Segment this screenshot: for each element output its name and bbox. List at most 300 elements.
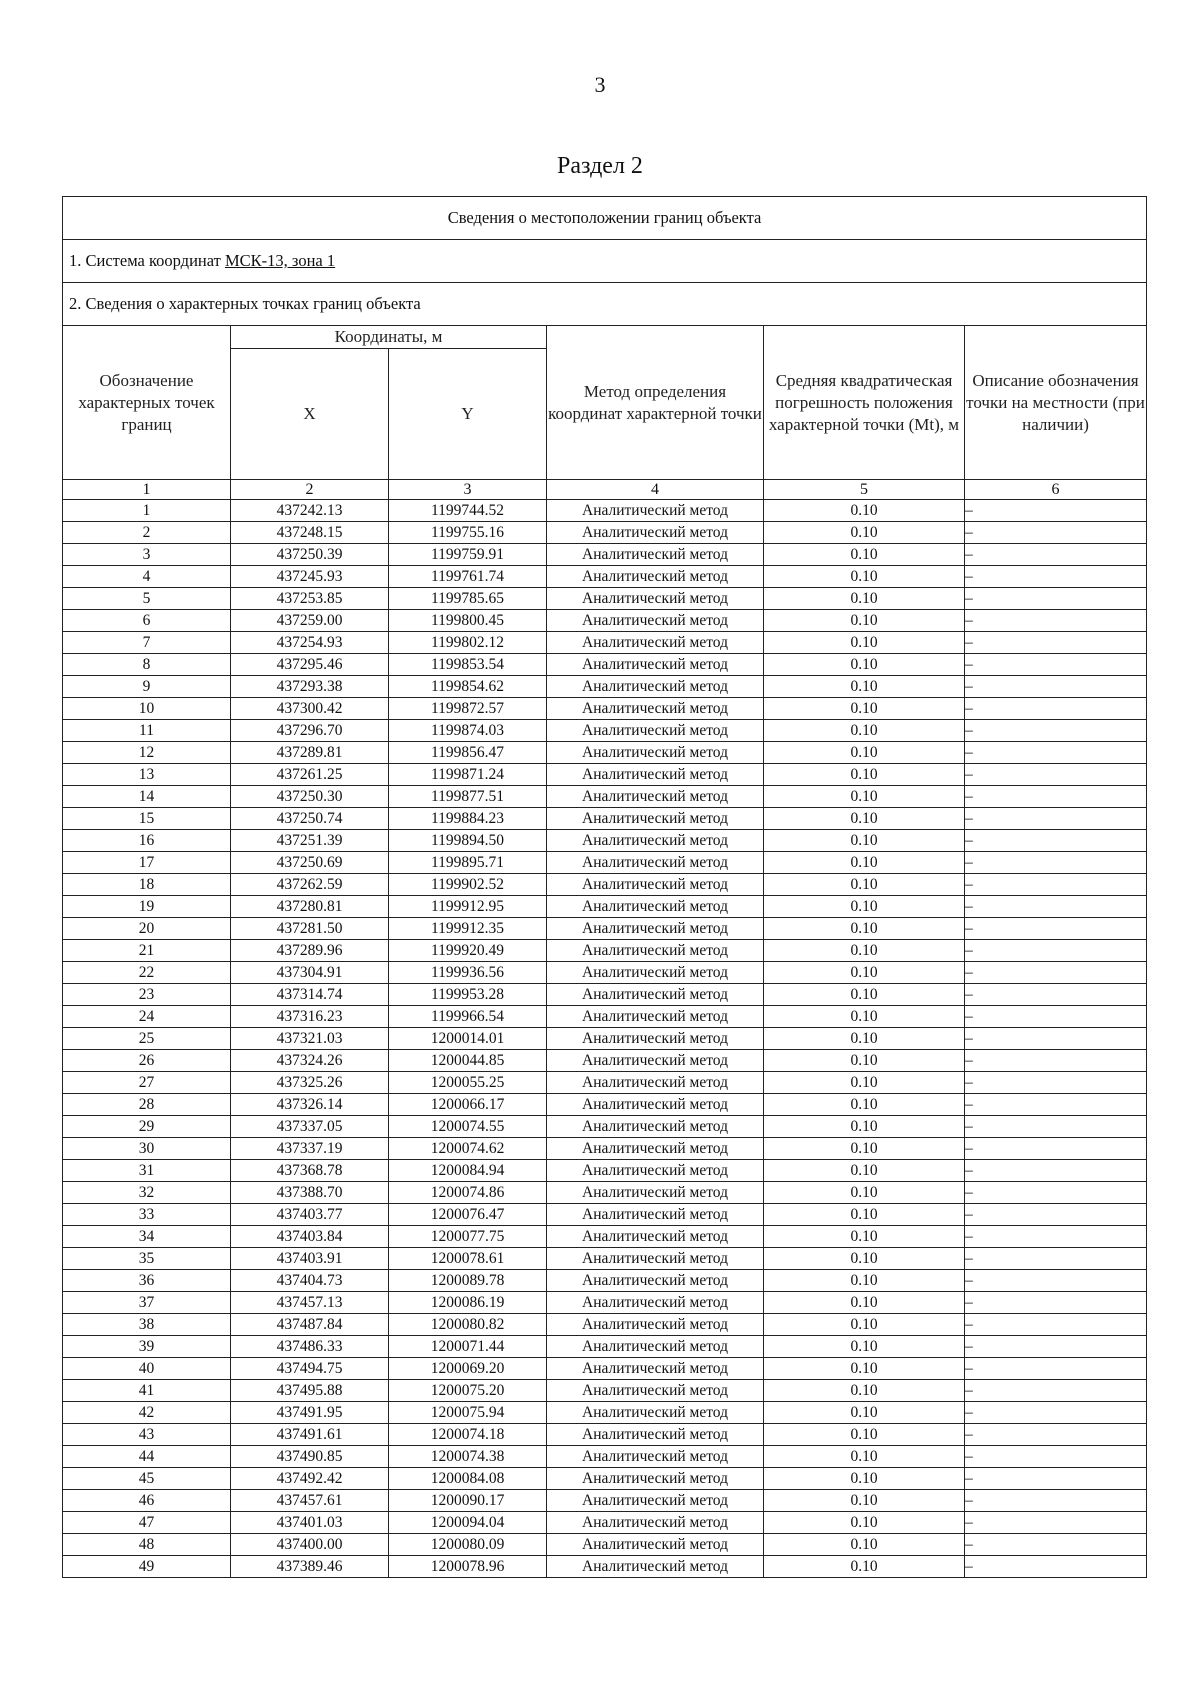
table-row	[63, 852, 1147, 874]
x-coordinate-cell: 437490.85	[231, 1446, 389, 1468]
header-method: Метод определения координат характерной точки	[547, 326, 764, 480]
table-row	[63, 1336, 1147, 1358]
point-number-cell: 27	[63, 1072, 231, 1094]
coord-system-row	[63, 240, 1147, 283]
table-row	[63, 918, 1147, 940]
y-coordinate-cell: 1200055.25	[389, 1072, 547, 1094]
table-row	[63, 1358, 1147, 1380]
table-row	[63, 1292, 1147, 1314]
y-coordinate-cell: 1200075.20	[389, 1380, 547, 1402]
accuracy-cell: 0.10	[764, 1116, 965, 1138]
method-cell: Аналитический метод	[547, 500, 764, 522]
description-cell: –	[965, 1050, 1147, 1072]
y-coordinate-cell: 1200094.04	[389, 1512, 547, 1534]
accuracy-cell: 0.10	[764, 1050, 965, 1072]
point-number-cell: 20	[63, 918, 231, 940]
table-row	[63, 830, 1147, 852]
coord-system-label: 1. Система координат	[69, 251, 225, 270]
table-title: Сведения о местоположении границ объекта	[63, 197, 1147, 240]
y-coordinate-cell: 1199874.03	[389, 720, 547, 742]
table-row	[63, 742, 1147, 764]
x-coordinate-cell: 437457.61	[231, 1490, 389, 1512]
accuracy-cell: 0.10	[764, 1446, 965, 1468]
y-coordinate-cell: 1200066.17	[389, 1094, 547, 1116]
description-cell: –	[965, 522, 1147, 544]
table-row	[63, 588, 1147, 610]
method-cell: Аналитический метод	[547, 1424, 764, 1446]
point-number-cell: 6	[63, 610, 231, 632]
point-number-cell: 26	[63, 1050, 231, 1072]
method-cell: Аналитический метод	[547, 830, 764, 852]
table-row	[63, 1006, 1147, 1028]
method-cell: Аналитический метод	[547, 720, 764, 742]
x-coordinate-cell: 437251.39	[231, 830, 389, 852]
accuracy-cell: 0.10	[764, 500, 965, 522]
accuracy-cell: 0.10	[764, 742, 965, 764]
table-row	[63, 676, 1147, 698]
method-cell: Аналитический метод	[547, 1490, 764, 1512]
accuracy-cell: 0.10	[764, 1138, 965, 1160]
table-row	[63, 1534, 1147, 1556]
y-coordinate-cell: 1200044.85	[389, 1050, 547, 1072]
header-x: X	[231, 349, 389, 480]
accuracy-cell: 0.10	[764, 808, 965, 830]
point-number-cell: 13	[63, 764, 231, 786]
accuracy-cell: 0.10	[764, 1402, 965, 1424]
description-cell: –	[965, 1490, 1147, 1512]
accuracy-cell: 0.10	[764, 1424, 965, 1446]
method-cell: Аналитический метод	[547, 610, 764, 632]
header-row	[63, 326, 1147, 349]
method-cell: Аналитический метод	[547, 654, 764, 676]
y-coordinate-cell: 1200084.08	[389, 1468, 547, 1490]
table-row	[63, 1468, 1147, 1490]
description-cell: –	[965, 1028, 1147, 1050]
description-cell: –	[965, 1424, 1147, 1446]
point-number-cell: 46	[63, 1490, 231, 1512]
x-coordinate-cell: 437325.26	[231, 1072, 389, 1094]
table-row	[63, 1116, 1147, 1138]
table-row	[63, 500, 1147, 522]
method-cell: Аналитический метод	[547, 984, 764, 1006]
x-coordinate-cell: 437316.23	[231, 1006, 389, 1028]
accuracy-cell: 0.10	[764, 1358, 965, 1380]
method-cell: Аналитический метод	[547, 962, 764, 984]
accuracy-cell: 0.10	[764, 1182, 965, 1204]
y-coordinate-cell: 1199920.49	[389, 940, 547, 962]
table-row	[63, 808, 1147, 830]
accuracy-cell: 0.10	[764, 1072, 965, 1094]
header-accuracy: Средняя квадратическая погрешность положения характерной точки (Mt), м	[764, 326, 965, 480]
x-coordinate-cell: 437403.84	[231, 1226, 389, 1248]
description-cell: –	[965, 830, 1147, 852]
description-cell: –	[965, 698, 1147, 720]
y-coordinate-cell: 1200086.19	[389, 1292, 547, 1314]
point-number-cell: 36	[63, 1270, 231, 1292]
x-coordinate-cell: 437457.13	[231, 1292, 389, 1314]
description-cell: –	[965, 1446, 1147, 1468]
description-cell: –	[965, 610, 1147, 632]
accuracy-cell: 0.10	[764, 544, 965, 566]
point-number-cell: 18	[63, 874, 231, 896]
y-coordinate-cell: 1199936.56	[389, 962, 547, 984]
method-cell: Аналитический метод	[547, 918, 764, 940]
y-coordinate-cell: 1199912.95	[389, 896, 547, 918]
y-coordinate-cell: 1199759.91	[389, 544, 547, 566]
table-row	[63, 720, 1147, 742]
y-coordinate-cell: 1200077.75	[389, 1226, 547, 1248]
description-cell: –	[965, 918, 1147, 940]
x-coordinate-cell: 437281.50	[231, 918, 389, 940]
accuracy-cell: 0.10	[764, 786, 965, 808]
y-coordinate-cell: 1199871.24	[389, 764, 547, 786]
description-cell: –	[965, 1182, 1147, 1204]
description-cell: –	[965, 1138, 1147, 1160]
method-cell: Аналитический метод	[547, 566, 764, 588]
method-cell: Аналитический метод	[547, 896, 764, 918]
point-number-cell: 21	[63, 940, 231, 962]
section-title: Раздел 2	[557, 153, 643, 179]
table-row	[63, 566, 1147, 588]
y-coordinate-cell: 1200074.38	[389, 1446, 547, 1468]
point-number-cell: 9	[63, 676, 231, 698]
description-cell: –	[965, 566, 1147, 588]
point-number-cell: 2	[63, 522, 231, 544]
description-cell: –	[965, 654, 1147, 676]
table-row	[63, 1314, 1147, 1336]
point-number-cell: 30	[63, 1138, 231, 1160]
x-coordinate-cell: 437400.00	[231, 1534, 389, 1556]
description-cell: –	[965, 1072, 1147, 1094]
point-number-cell: 42	[63, 1402, 231, 1424]
method-cell: Аналитический метод	[547, 1336, 764, 1358]
y-coordinate-cell: 1200090.17	[389, 1490, 547, 1512]
description-cell: –	[965, 962, 1147, 984]
method-cell: Аналитический метод	[547, 1314, 764, 1336]
accuracy-cell: 0.10	[764, 1468, 965, 1490]
y-coordinate-cell: 1199744.52	[389, 500, 547, 522]
y-coordinate-cell: 1200074.55	[389, 1116, 547, 1138]
point-number-cell: 23	[63, 984, 231, 1006]
method-cell: Аналитический метод	[547, 764, 764, 786]
y-coordinate-cell: 1200074.62	[389, 1138, 547, 1160]
y-coordinate-cell: 1199802.12	[389, 632, 547, 654]
x-coordinate-cell: 437293.38	[231, 676, 389, 698]
description-cell: –	[965, 1534, 1147, 1556]
point-number-cell: 28	[63, 1094, 231, 1116]
accuracy-cell: 0.10	[764, 588, 965, 610]
description-cell: –	[965, 500, 1147, 522]
method-cell: Аналитический метод	[547, 1402, 764, 1424]
point-number-cell: 34	[63, 1226, 231, 1248]
table-row	[63, 1138, 1147, 1160]
point-number-cell: 44	[63, 1446, 231, 1468]
table-row	[63, 1160, 1147, 1182]
table-row	[63, 896, 1147, 918]
accuracy-cell: 0.10	[764, 984, 965, 1006]
accuracy-cell: 0.10	[764, 940, 965, 962]
point-number-cell: 1	[63, 500, 231, 522]
description-cell: –	[965, 544, 1147, 566]
point-number-cell: 35	[63, 1248, 231, 1270]
accuracy-cell: 0.10	[764, 1160, 965, 1182]
y-coordinate-cell: 1199912.35	[389, 918, 547, 940]
description-cell: –	[965, 1292, 1147, 1314]
description-cell: –	[965, 984, 1147, 1006]
method-cell: Аналитический метод	[547, 1226, 764, 1248]
method-cell: Аналитический метод	[547, 1556, 764, 1578]
x-coordinate-cell: 437250.30	[231, 786, 389, 808]
y-coordinate-cell: 1199800.45	[389, 610, 547, 632]
accuracy-cell: 0.10	[764, 720, 965, 742]
y-coordinate-cell: 1200080.09	[389, 1534, 547, 1556]
x-coordinate-cell: 437495.88	[231, 1380, 389, 1402]
method-cell: Аналитический метод	[547, 1380, 764, 1402]
y-coordinate-cell: 1200069.20	[389, 1358, 547, 1380]
y-coordinate-cell: 1200074.86	[389, 1182, 547, 1204]
column-number: 1	[63, 480, 231, 500]
description-cell: –	[965, 896, 1147, 918]
x-coordinate-cell: 437289.81	[231, 742, 389, 764]
x-coordinate-cell: 437324.26	[231, 1050, 389, 1072]
x-coordinate-cell: 437494.75	[231, 1358, 389, 1380]
point-number-cell: 47	[63, 1512, 231, 1534]
points-section-title: 2. Сведения о характерных точках границ объекта	[63, 283, 1147, 326]
description-cell: –	[965, 1468, 1147, 1490]
method-cell: Аналитический метод	[547, 1116, 764, 1138]
description-cell: –	[965, 1512, 1147, 1534]
x-coordinate-cell: 437295.46	[231, 654, 389, 676]
method-cell: Аналитический метод	[547, 940, 764, 962]
description-cell: –	[965, 764, 1147, 786]
y-coordinate-cell: 1200075.94	[389, 1402, 547, 1424]
method-cell: Аналитический метод	[547, 1358, 764, 1380]
column-number: 2	[231, 480, 389, 500]
point-number-cell: 41	[63, 1380, 231, 1402]
table-row	[63, 1182, 1147, 1204]
description-cell: –	[965, 1358, 1147, 1380]
point-number-cell: 43	[63, 1424, 231, 1446]
table-row	[63, 1072, 1147, 1094]
table-row	[63, 1094, 1147, 1116]
description-cell: –	[965, 1402, 1147, 1424]
description-cell: –	[965, 1226, 1147, 1248]
table-row	[63, 1556, 1147, 1578]
y-coordinate-cell: 1199854.62	[389, 676, 547, 698]
method-cell: Аналитический метод	[547, 1512, 764, 1534]
column-number: 4	[547, 480, 764, 500]
accuracy-cell: 0.10	[764, 962, 965, 984]
point-number-cell: 48	[63, 1534, 231, 1556]
accuracy-cell: 0.10	[764, 764, 965, 786]
points-section-row	[63, 283, 1147, 326]
accuracy-cell: 0.10	[764, 830, 965, 852]
column-numbers-row	[63, 480, 1147, 500]
x-coordinate-cell: 437296.70	[231, 720, 389, 742]
point-number-cell: 12	[63, 742, 231, 764]
accuracy-cell: 0.10	[764, 1094, 965, 1116]
description-cell: –	[965, 808, 1147, 830]
point-number-cell: 22	[63, 962, 231, 984]
accuracy-cell: 0.10	[764, 1292, 965, 1314]
point-number-cell: 17	[63, 852, 231, 874]
table-row	[63, 1402, 1147, 1424]
y-coordinate-cell: 1200014.01	[389, 1028, 547, 1050]
description-cell: –	[965, 1248, 1147, 1270]
method-cell: Аналитический метод	[547, 1270, 764, 1292]
table-row	[63, 1512, 1147, 1534]
x-coordinate-cell: 437326.14	[231, 1094, 389, 1116]
table-row	[63, 786, 1147, 808]
description-cell: –	[965, 1006, 1147, 1028]
method-cell: Аналитический метод	[547, 1072, 764, 1094]
accuracy-cell: 0.10	[764, 1006, 965, 1028]
x-coordinate-cell: 437491.95	[231, 1402, 389, 1424]
x-coordinate-cell: 437492.42	[231, 1468, 389, 1490]
accuracy-cell: 0.10	[764, 632, 965, 654]
accuracy-cell: 0.10	[764, 1336, 965, 1358]
accuracy-cell: 0.10	[764, 852, 965, 874]
description-cell: –	[965, 1556, 1147, 1578]
point-number-cell: 5	[63, 588, 231, 610]
method-cell: Аналитический метод	[547, 698, 764, 720]
x-coordinate-cell: 437289.96	[231, 940, 389, 962]
accuracy-cell: 0.10	[764, 1270, 965, 1292]
description-cell: –	[965, 1204, 1147, 1226]
y-coordinate-cell: 1199884.23	[389, 808, 547, 830]
method-cell: Аналитический метод	[547, 632, 764, 654]
method-cell: Аналитический метод	[547, 1446, 764, 1468]
point-number-cell: 8	[63, 654, 231, 676]
accuracy-cell: 0.10	[764, 918, 965, 940]
method-cell: Аналитический метод	[547, 1534, 764, 1556]
table-row	[63, 632, 1147, 654]
method-cell: Аналитический метод	[547, 1248, 764, 1270]
point-number-cell: 49	[63, 1556, 231, 1578]
x-coordinate-cell: 437250.69	[231, 852, 389, 874]
description-cell: –	[965, 720, 1147, 742]
method-cell: Аналитический метод	[547, 1468, 764, 1490]
x-coordinate-cell: 437262.59	[231, 874, 389, 896]
accuracy-cell: 0.10	[764, 676, 965, 698]
accuracy-cell: 0.10	[764, 1204, 965, 1226]
point-number-cell: 31	[63, 1160, 231, 1182]
accuracy-cell: 0.10	[764, 1226, 965, 1248]
method-cell: Аналитический метод	[547, 852, 764, 874]
method-cell: Аналитический метод	[547, 1028, 764, 1050]
description-cell: –	[965, 1270, 1147, 1292]
x-coordinate-cell: 437248.15	[231, 522, 389, 544]
x-coordinate-cell: 437242.13	[231, 500, 389, 522]
accuracy-cell: 0.10	[764, 654, 965, 676]
point-number-cell: 7	[63, 632, 231, 654]
description-cell: –	[965, 1160, 1147, 1182]
point-number-cell: 14	[63, 786, 231, 808]
y-coordinate-cell: 1200084.94	[389, 1160, 547, 1182]
table-row	[63, 874, 1147, 896]
x-coordinate-cell: 437314.74	[231, 984, 389, 1006]
table-row	[63, 544, 1147, 566]
y-coordinate-cell: 1199895.71	[389, 852, 547, 874]
description-cell: –	[965, 1380, 1147, 1402]
method-cell: Аналитический метод	[547, 1006, 764, 1028]
x-coordinate-cell: 437300.42	[231, 698, 389, 720]
description-cell: –	[965, 786, 1147, 808]
x-coordinate-cell: 437259.00	[231, 610, 389, 632]
table-row	[63, 1050, 1147, 1072]
accuracy-cell: 0.10	[764, 1028, 965, 1050]
header-coordinates: Координаты, м	[231, 326, 547, 349]
x-coordinate-cell: 437337.19	[231, 1138, 389, 1160]
accuracy-cell: 0.10	[764, 874, 965, 896]
accuracy-cell: 0.10	[764, 698, 965, 720]
header-y: Y	[389, 349, 547, 480]
table-row	[63, 698, 1147, 720]
method-cell: Аналитический метод	[547, 1204, 764, 1226]
y-coordinate-cell: 1199902.52	[389, 874, 547, 896]
point-number-cell: 19	[63, 896, 231, 918]
accuracy-cell: 0.10	[764, 522, 965, 544]
x-coordinate-cell: 437280.81	[231, 896, 389, 918]
y-coordinate-cell: 1199953.28	[389, 984, 547, 1006]
description-cell: –	[965, 632, 1147, 654]
y-coordinate-cell: 1199785.65	[389, 588, 547, 610]
description-cell: –	[965, 852, 1147, 874]
description-cell: –	[965, 1094, 1147, 1116]
x-coordinate-cell: 437404.73	[231, 1270, 389, 1292]
point-number-cell: 40	[63, 1358, 231, 1380]
y-coordinate-cell: 1199761.74	[389, 566, 547, 588]
x-coordinate-cell: 437368.78	[231, 1160, 389, 1182]
x-coordinate-cell: 437389.46	[231, 1556, 389, 1578]
table-row	[63, 610, 1147, 632]
table-row	[63, 1490, 1147, 1512]
point-number-cell: 10	[63, 698, 231, 720]
column-number: 5	[764, 480, 965, 500]
accuracy-cell: 0.10	[764, 1314, 965, 1336]
column-number: 6	[965, 480, 1147, 500]
header-description: Описание обозначения точки на местности (при наличии)	[965, 326, 1147, 480]
table-row	[63, 1226, 1147, 1248]
x-coordinate-cell: 437250.39	[231, 544, 389, 566]
method-cell: Аналитический метод	[547, 1292, 764, 1314]
table-row	[63, 940, 1147, 962]
y-coordinate-cell: 1200078.96	[389, 1556, 547, 1578]
point-number-cell: 15	[63, 808, 231, 830]
table-row	[63, 984, 1147, 1006]
description-cell: –	[965, 676, 1147, 698]
description-cell: –	[965, 588, 1147, 610]
x-coordinate-cell: 437261.25	[231, 764, 389, 786]
y-coordinate-cell: 1199877.51	[389, 786, 547, 808]
table-row	[63, 522, 1147, 544]
x-coordinate-cell: 437486.33	[231, 1336, 389, 1358]
method-cell: Аналитический метод	[547, 676, 764, 698]
method-cell: Аналитический метод	[547, 1138, 764, 1160]
method-cell: Аналитический метод	[547, 742, 764, 764]
point-number-cell: 38	[63, 1314, 231, 1336]
accuracy-cell: 0.10	[764, 1556, 965, 1578]
method-cell: Аналитический метод	[547, 588, 764, 610]
table-row	[63, 962, 1147, 984]
description-cell: –	[965, 874, 1147, 896]
accuracy-cell: 0.10	[764, 1512, 965, 1534]
x-coordinate-cell: 437487.84	[231, 1314, 389, 1336]
y-coordinate-cell: 1200076.47	[389, 1204, 547, 1226]
table-row	[63, 654, 1147, 676]
table-row	[63, 1424, 1147, 1446]
y-coordinate-cell: 1199853.54	[389, 654, 547, 676]
